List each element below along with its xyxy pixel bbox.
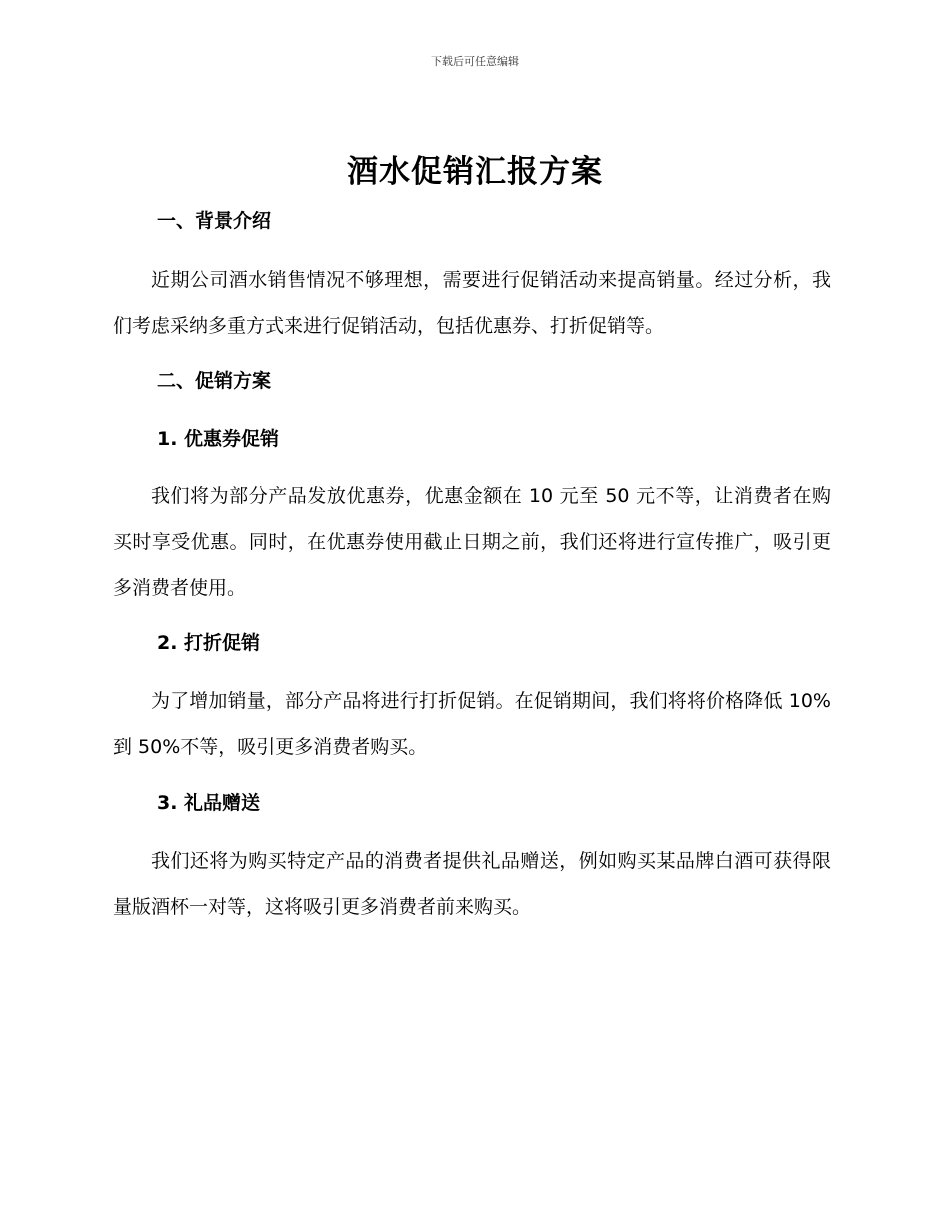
paragraph-gift-promotion: 我们还将为购买特定产品的消费者提供礼品赠送，例如购买某品牌白酒可获得限量版酒杯一对等，这将吸引更多消费者前来购买。 bbox=[113, 850, 831, 918]
document-title: 酒水促销汇报方案 bbox=[347, 154, 603, 190]
subheading-gift-promotion: 3. 礼品赠送 bbox=[157, 792, 261, 814]
subheading-coupon-promotion: 1. 优惠券促销 bbox=[157, 428, 280, 450]
subheading-discount-promotion: 2. 打折促销 bbox=[157, 632, 261, 654]
section-heading-background: 一、背景介绍 bbox=[157, 210, 272, 232]
paragraph-coupon-promotion: 我们将为部分产品发放优惠券，优惠金额在 10 元至 50 元不等，让消费者在购买时享受优惠。同时，在优惠券使用截止日期之前，我们还将进行宣传推广，吸引更多消费者使用。 bbox=[113, 485, 831, 599]
paragraph-discount-promotion: 为了增加销量，部分产品将进行打折促销。在促销期间，我们将将价格降低 10%到 50%不等，吸引更多消费者购买。 bbox=[113, 690, 831, 758]
paragraph-background: 近期公司酒水销售情况不够理想，需要进行促销活动来提高销量。经过分析，我们考虑采纳多重方式来进行促销活动，包括优惠券、打折促销等。 bbox=[113, 269, 831, 337]
page-header-note: 下载后可任意编辑 bbox=[431, 55, 519, 68]
section-heading-promotion-plan: 二、促销方案 bbox=[157, 370, 272, 392]
